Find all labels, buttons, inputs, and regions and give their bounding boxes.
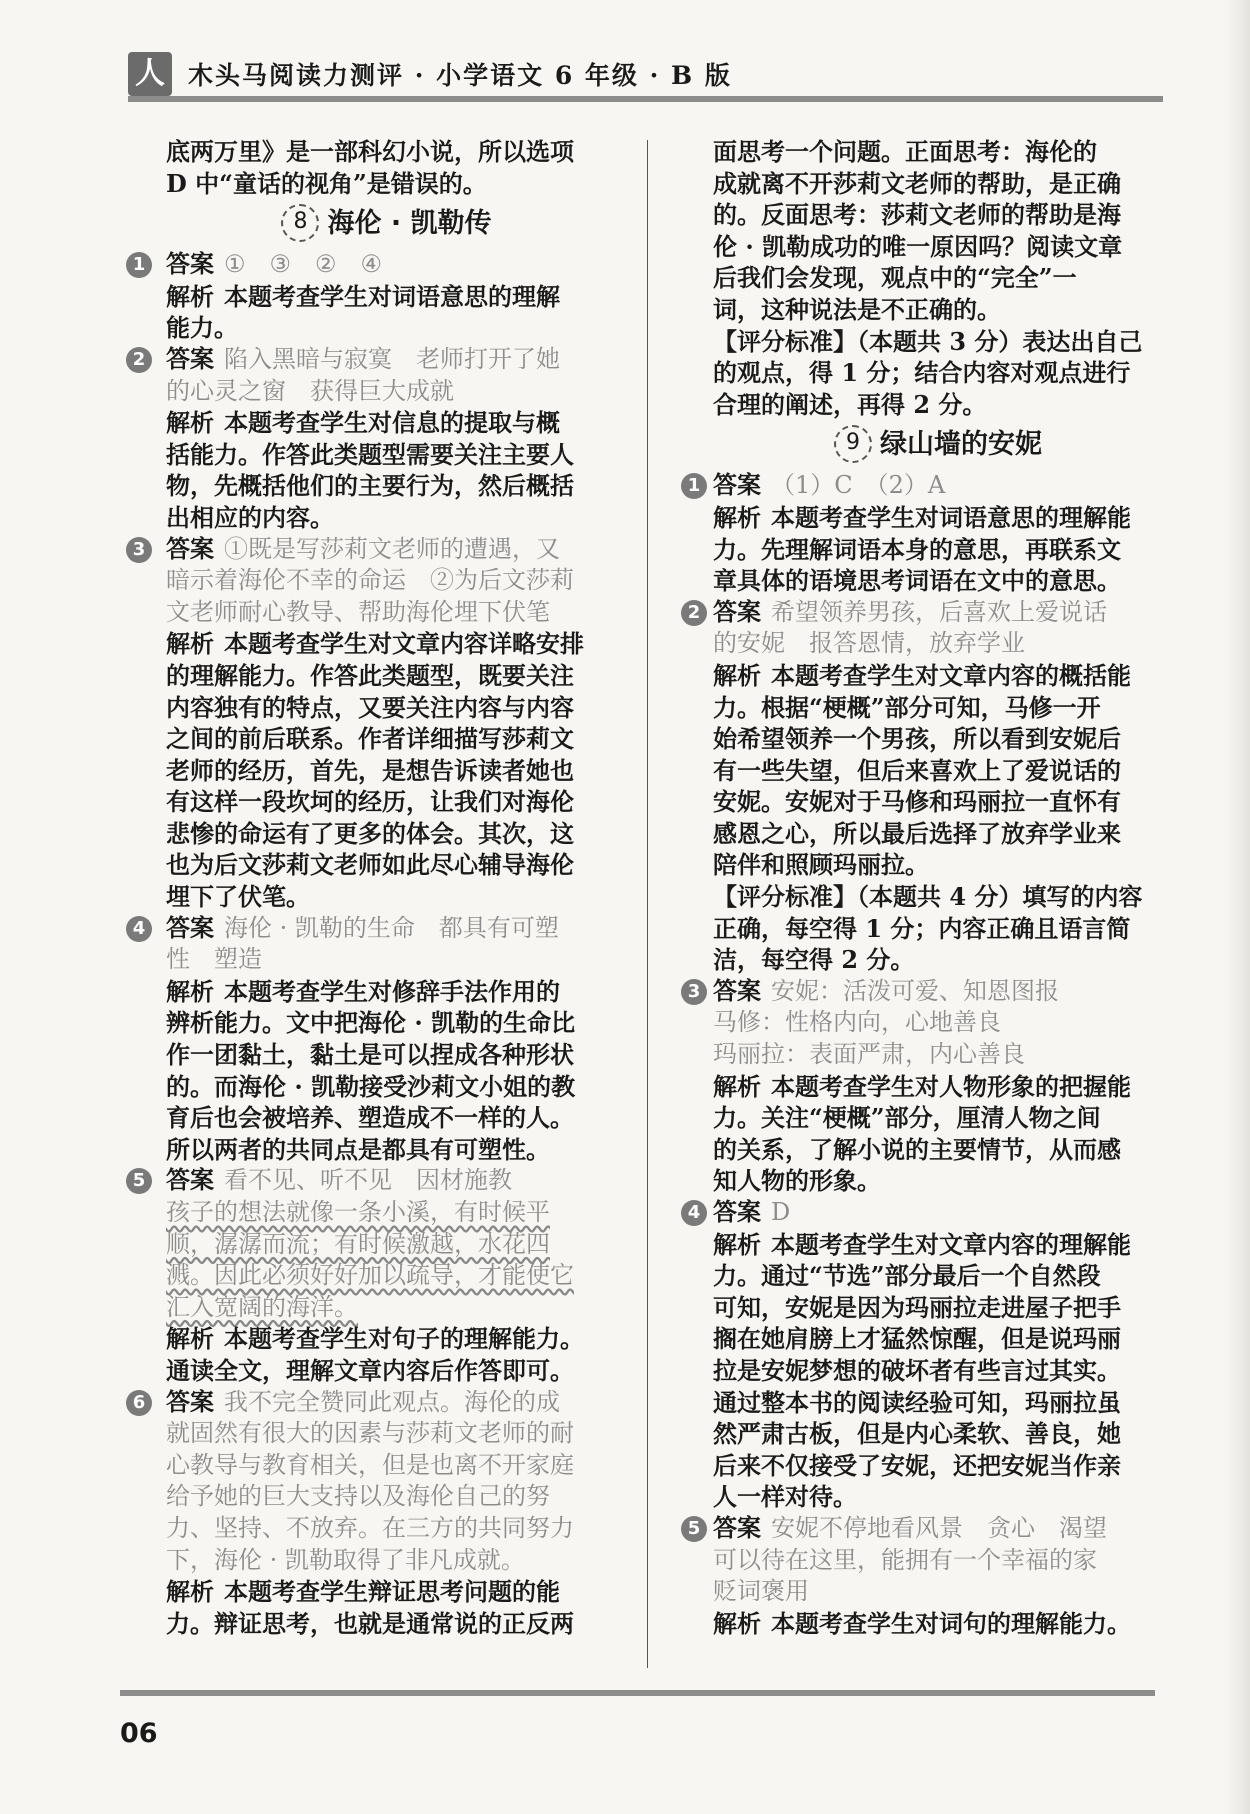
question-number-badge: 1 <box>681 473 707 499</box>
question-5: 5 答案 看不见、听不见 因材施教 孩子的想法就像一条小溪，有时候平 顺，潺潺而流；有时候激越，水花四 溅。因此必须好好加以疏导，才能使它 汇入宽阔的海洋。 解析 本题考查学生对句子的理解能力。 通读全文，理解文章内容后作答即可。 <box>158 1165 615 1386</box>
question-number-badge: 5 <box>126 1168 152 1194</box>
right-column <box>687 136 1163 1639</box>
question-9-3: 3 答案 安妮：活泼可爱、知恩图报 马修：性格内向，心地善良 玛丽拉：表面严肃，内心善良 解析 本题考查学生对人物形象的把握能 力。关注“梗概”部分，厘清人物之间 的关系，了解小说的主要情节，从而感 知人物的形象。 <box>713 976 1163 1197</box>
question-number-badge: 2 <box>681 600 707 626</box>
section-number-badge: 9 <box>834 425 872 463</box>
question-number-badge: 4 <box>126 916 152 942</box>
section-number-badge: 8 <box>281 204 319 242</box>
section-9-title: 9 绿山墙的安妮 <box>713 422 1163 468</box>
question-number-badge: 1 <box>126 252 152 278</box>
publisher-logo: 人 <box>128 52 172 96</box>
question-9-4: 4 答案 D 解析 本题考查学生对文章内容的理解能 力。通过“节选”部分最后一个自然段 可知，安妮是因为玛丽拉走进屋子把手 搁在她肩膀上才猛然惊醒，但是说玛丽 拉是安妮梦想的破坏者有些言过其实。 通过整本书的阅读经验可知，玛丽拉虽 然严肃古板，但是内心柔软、善良，她 后来不仅接受了安妮，还把安妮当作亲 人一样对待。 <box>713 1197 1163 1513</box>
page-number: 06 <box>120 1718 158 1749</box>
underlined-answer: 顺，潺潺而流；有时候激越，水花四 <box>166 1229 550 1258</box>
underlined-answer: 孩子的想法就像一条小溪，有时候平 <box>166 1198 550 1226</box>
question-number-badge: 4 <box>681 1200 707 1226</box>
underlined-answer: 汇入宽阔的海洋。 <box>166 1292 358 1321</box>
header-title: 木头马阅读力测评 · 小学语文 6 年级 · B 版 <box>188 61 732 90</box>
left-column <box>132 136 615 1639</box>
scoring-criteria: 【评分标准】（本题共 3 分）表达出自己 的观点，得 1 分；结合内容对观点进行 合理的阐述，再得 2 分。 <box>713 326 1143 419</box>
question-number-badge: 2 <box>126 347 152 373</box>
intro-text: 底两万里》是一部科幻小说，所以选项 D 中“童话的视角”是错误的。 <box>166 137 574 198</box>
question-9-1: 1 答案 （1）C （2）A 解析 本题考查学生对词语意思的理解能 力。先理解词语本身的意思，再联系文 章具体的语境思考词语在文中的意思。 <box>713 470 1163 596</box>
page-edge-shadow <box>1226 0 1250 1814</box>
question-4: 4 答案 海伦 · 凯勒的生命 都具有可塑 性 塑造 解析 本题考查学生对修辞手法作用的 辨析能力。文中把海伦 · 凯勒的生命比 作一团黏土，黏土是可以捏成各种形状 的。而海伦 · 凯勒接受沙莉文小姐的教 育后也会被培养、塑造成不一样的人。 所以两者的共同点是都具有可塑性。 <box>158 913 615 1166</box>
question-number-badge: 5 <box>681 1516 707 1542</box>
question-number-badge: 3 <box>681 979 707 1005</box>
column-divider <box>647 140 648 1668</box>
continued-explanation: 面思考一个问题。正面思考：海伦的 成就离不开莎莉文老师的帮助，是正确 的。反面思考：莎莉文老师的帮助是海 伦 · 凯勒成功的唯一原因吗？阅读文章 后我们会发现，观点中的“完全”一 词，这种说法是不正确的。 <box>713 137 1123 324</box>
footer-rule <box>120 1690 1155 1696</box>
question-6: 6 答案 我不完全赞同此观点。海伦的成 就固然有很大的因素与莎莉文老师的耐 心教导与教育相关，但是也离不开家庭 给予她的巨大支持以及海伦自己的努 力、坚持、不放弃。在三方的共同努力 下，海伦 · 凯勒取得了非凡成就。 解析 本题考查学生辩证思考问题的能 力。辩证思考，也就是通常说的正反两 <box>158 1387 615 1640</box>
section-8-title: 8 海伦 · 凯勒传 <box>158 201 615 247</box>
underlined-answer: 溅。因此必须好好加以疏导，才能使它 <box>166 1261 574 1290</box>
question-2: 2 答案 陷入黑暗与寂寞 老师打开了她 的心灵之窗 获得巨大成就 解析 本题考查学生对信息的提取与概 括能力。作答此类题型需要关注主要人 物，先概括他们的主要行为，然后概括 出相应的内容。 <box>158 344 615 534</box>
question-number-badge: 3 <box>126 537 152 563</box>
question-3: 3 答案 ①既是写莎莉文老师的遭遇，又 暗示着海伦不幸的命运 ②为后文莎莉 文老师耐心教导、帮助海伦埋下伏笔 解析 本题考查学生对文章内容详略安排 的理解能力。作答此类题型，既要关注 内容独有的特点，又要关注内容与内容 之间的前后联系。作者详细描写莎莉文 老师的经历，首先，是想告诉读者她也 有这样一段坎坷的经历，让我们对海伦 悲惨的命运有了更多的体会。其次，这 也为后文莎莉文老师如此尽心辅导海伦 埋下了伏笔。 <box>158 534 615 913</box>
question-1: 1 答案 ① ③ ② ④ 解析 本题考查学生对词语意思的理解 能力。 <box>158 249 615 344</box>
question-9-5: 5 答案 安妮不停地看风景 贪心 渴望 可以待在这里，能拥有一个幸福的家 贬词褒用 解析 本题考查学生对词句的理解能力。 <box>713 1513 1163 1639</box>
header-rule <box>128 96 1163 102</box>
question-9-2: 2 答案 希望领养男孩，后喜欢上爱说话 的安妮 报答恩情，放弃学业 解析 本题考查学生对文章内容的概括能 力。根据“梗概”部分可知，马修一开 始希望领养一个男孩，所以看到安妮后 有一些失望，但后来喜欢上了爱说话的 安妮。安妮对于马修和玛丽拉一直怀有 感恩之心，所以最后选择了放弃学业来 陪伴和照顾玛丽拉。 【评分标准】（本题共 4 分）填写的内容 正确，每空得 1 分；内容正确且语言简 洁，每空得 2 分。 <box>713 597 1163 976</box>
question-number-badge: 6 <box>126 1390 152 1416</box>
